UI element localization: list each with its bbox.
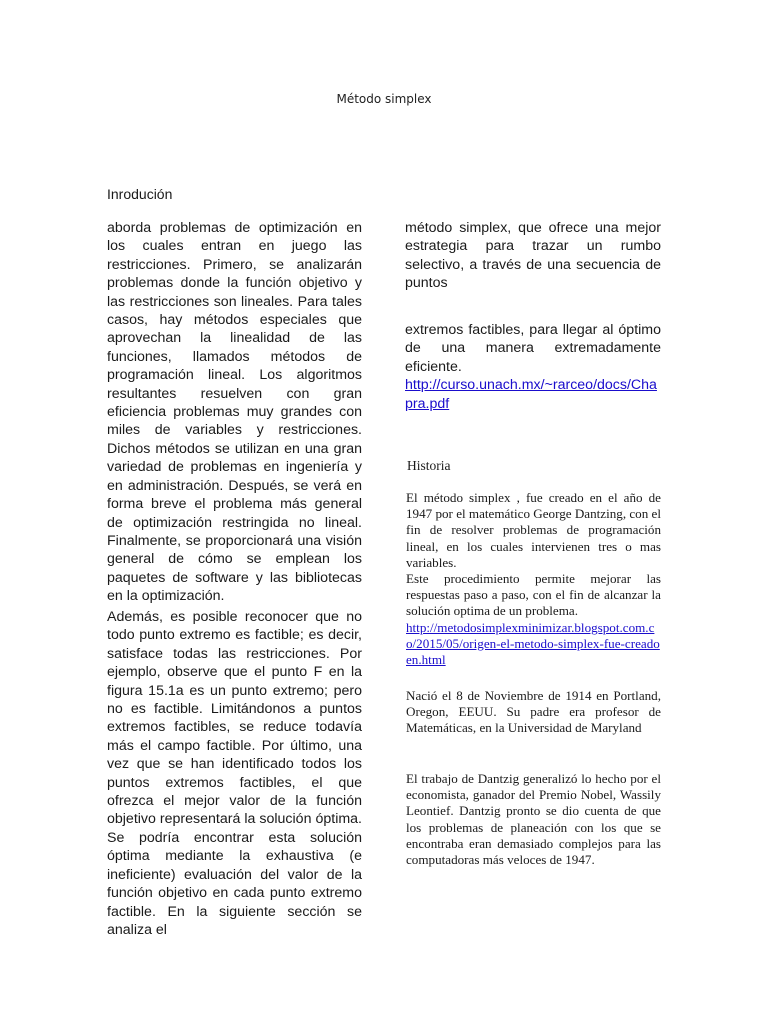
right-paragraph-2: extremos factibles, para llegar al óptimo de una manera extremadamente eficiente. xyxy=(405,322,661,375)
right-paragraph-2-block xyxy=(405,321,661,413)
history-paragraph-2: Este procedimiento permite mejorar las respuestas paso a paso, con el fin de alcanzar la solución optima de un problema. xyxy=(406,571,661,619)
chapra-link-line xyxy=(405,376,661,413)
blogspot-link-line xyxy=(406,620,661,669)
left-paragraph-1: aborda problemas de optimización en los cuales entran en juego las restricciones. Primero, se analizarán problemas donde la función objetivo y las restricciones son lineales. Para tales casos, hay métodos especiales que aprovechan la linealidad de las funciones, llamados métodos de programación lineal. Los algoritmos resultantes resuelven con gran eficiencia problemas muy grandes con miles de variables y restricciones. Dichos métodos se utilizan en una gran variedad de problemas en ingeniería y en administración. Después, se verá en forma breve el problema más general de optimización restringida no lineal. Finalmente, se proporcionará una visión general de cómo se emplean los paquetes de software y las bibliotecas en la optimización. xyxy=(107,220,362,605)
history-paragraph-1: El método simplex , fue creado en el año de 1947 por el matemático George Dantzing, con el fin de resolver problemas de programación lineal, en los cuales intervienen tres o mas variables. xyxy=(406,490,662,570)
blogspot-link[interactable]: http://metodosimplexminimizar.blogspot.com.co/2015/05/origen-el-metodo-simplex-fue-creadoen.html xyxy=(406,619,660,668)
birth-paragraph: Nació el 8 de Noviembre de 1914 en Portland, Oregon, EEUU. Su padre era profesor de Matemáticas, en la Universidad de Maryland xyxy=(406,688,661,736)
chapra-pdf-link[interactable]: http://curso.unach.mx/~rarceo/docs/Chapra.pdf xyxy=(405,377,657,412)
history-paragraph-block xyxy=(406,490,661,668)
history-heading: Historia xyxy=(407,458,451,473)
intro-heading: Inrodución xyxy=(107,186,173,202)
right-paragraph-1: método simplex, que ofrece una mejor estrategia para trazar un rumbo selectivo, a través de una secuencia de puntos xyxy=(405,220,661,292)
dantzig-work-paragraph: El trabajo de Dantzig generalizó lo hecho por el economista, ganador del Premio Nobel, Wassily Leontief. Dantzig pronto se dio cuenta de que los problemas de planeación con los que se encontraba eran demasiado complejos para las computadoras más veloces de 1947. xyxy=(406,771,661,868)
left-paragraph-2: Además, es posible reconocer que no todo punto extremo es factible; es decir, satisface todas las restricciones. Por ejemplo, observe que el punto F en la figura 15.1a es un punto extremo; pero no es factible. Limitándonos a puntos extremos factibles, se reduce todavía más el campo factible. Por último, una vez que se han identificado todos los puntos extremos factibles, el que ofrezca el mejor valor de la función objetivo representará la solución óptima. Se podría encontrar esta solución óptima mediante la exhaustiva (e ineficiente) evaluación del valor de la función objetivo en cada punto extremo factible. En la siguiente sección se analiza el xyxy=(107,609,362,938)
page-title: Método simplex xyxy=(336,92,432,106)
